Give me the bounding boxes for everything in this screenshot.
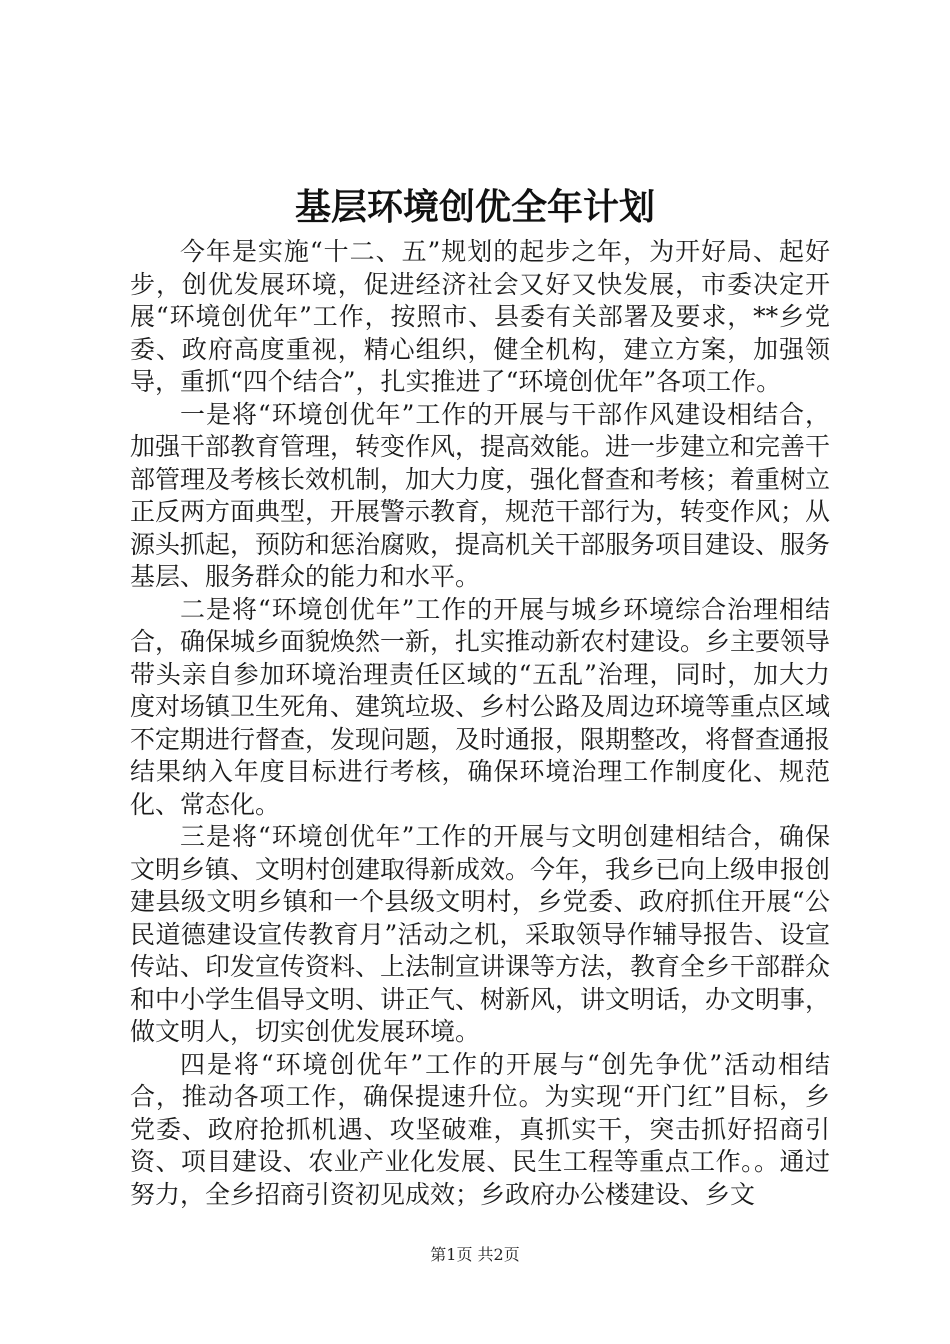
paragraph-point-one: 一是将“环境创优年”工作的开展与干部作风建设相结合，加强干部教育管理，转变作风，提高效能。进一步建立和完善干部管理及考核长效机制，加大力度，强化督查和考核；着重树立正反两方面典型，开展警示教育，规范干部行为，转变作风；从源头抓起，预防和惩治腐败，提高机关干部服务项目建设、服务基层、服务群众的能力和水平。	[130, 399, 831, 591]
document-title: 基层环境创优全年计划	[294, 186, 655, 228]
paragraph-point-three: 三是将“环境创优年”工作的开展与文明创建相结合，确保文明乡镇、文明村创建取得新成效。今年，我乡已向上级申报创建县级文明乡镇和一个县级文明村，乡党委、政府抓住开展“公民道德建设宣传教育月”活动之机，采取领导作辅导报告、设宣传站、印发宣传资料、上法制宣讲课等方法，教育全乡干部群众和中小学生倡导文明、讲正气、树新风，讲文明话，办文明事，做文明人，切实创优发展环境。	[130, 822, 831, 1046]
paragraph-intro: 今年是实施“十二、五”规划的起步之年，为开好局、起好步，创优发展环境，促进经济社会又好又快发展，市委决定开展“环境创优年”工作，按照市、县委有关部署及要求，**乡党委、政府高度重视，精心组织，健全机构，建立方案，加强领导，重抓“四个结合”，扎实推进了“环境创优年”各项工作。	[130, 237, 830, 396]
paragraph-point-two: 二是将“环境创优年”工作的开展与城乡环境综合治理相结合，确保城乡面貌焕然一新，扎实推动新农村建设。乡主要领导带头亲自参加环境治理责任区域的“五乱”治理，同时，加大力度对场镇卫生死角、建筑垃圾、乡村公路及周边环境等重点区域不定期进行督查，发现问题，及时通报，限期整改，将督查通报结果纳入年度目标进行考核，确保环境治理工作制度化、规范化、常态化。	[130, 594, 831, 819]
page-number-footer: 第1页 共2页	[430, 1245, 520, 1264]
paragraph-point-four: 四是将“环境创优年”工作的开展与“创先争优”活动相结合，推动各项工作，确保提速升位。为实现“开门红”目标，乡党委、政府抢抓机遇、攻坚破难，真抓实干，突击抓好招商引资、项目建设、农业产业化发展、民生工程等重点工作。。通过努力，全乡招商引资初见成效；乡政府办公楼建设、乡文	[130, 1049, 830, 1209]
document-body	[130, 236, 830, 1211]
